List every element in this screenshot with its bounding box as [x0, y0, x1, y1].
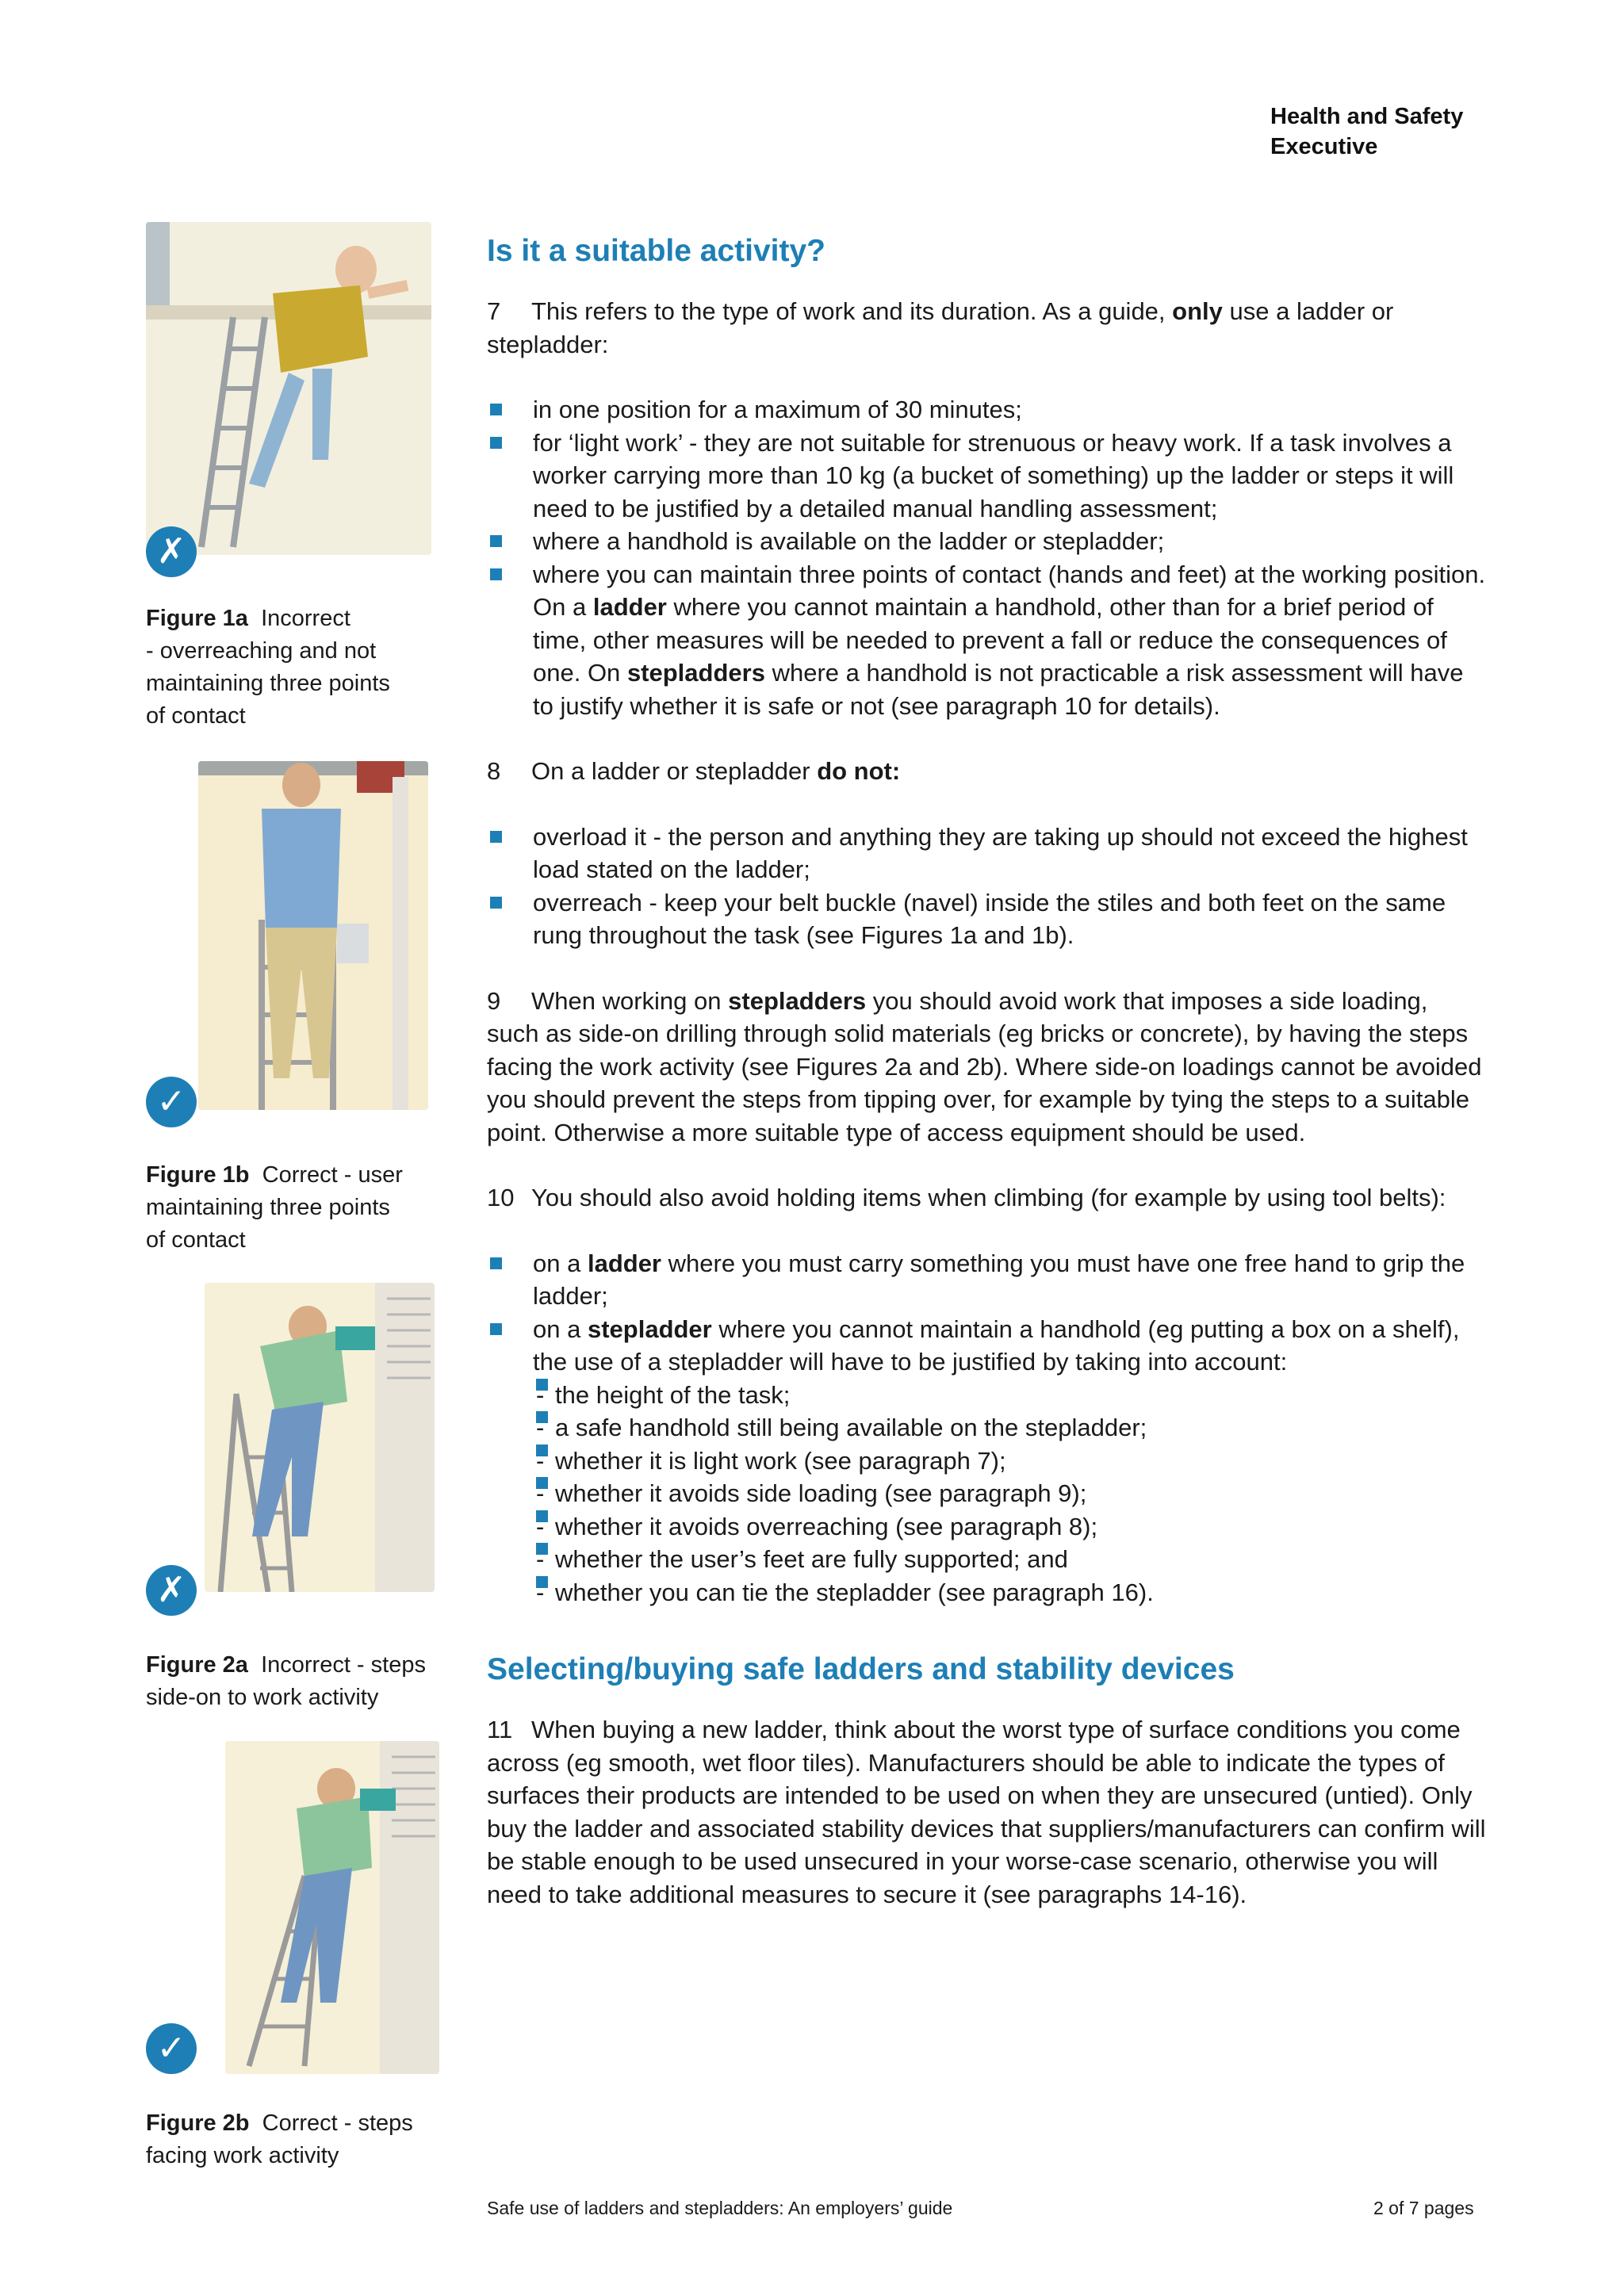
text-run: where you cannot maintain a handhold, other than for a brief period of time, other measures will be needed to prevent a fall or reduce the consequences of one. On	[533, 593, 1447, 687]
figure-2a-caption	[146, 1649, 463, 1714]
figure-1a-line-1: - overreaching and not	[146, 638, 377, 664]
dash-item: - whether it is light work (see paragraph 7);	[533, 1445, 1486, 1478]
section-heading-suitable-activity: Is it a suitable activity?	[487, 234, 825, 268]
figure-1a-caption	[146, 603, 463, 733]
figure-1b-illustration	[198, 761, 428, 1110]
organisation-name	[1270, 101, 1463, 162]
dash-item: - the height of the task;	[533, 1379, 1486, 1412]
bullet-list-8	[487, 821, 1486, 952]
list-item	[487, 1313, 1486, 1609]
list-item: in one position for a maximum of 30 minutes;	[487, 393, 1486, 427]
paragraph-8-emphasis: do not:	[817, 757, 901, 785]
cross-icon: ✗	[146, 526, 197, 577]
dash-item: - whether you can tie the stepladder (see paragraph 16).	[533, 1576, 1486, 1609]
text-run: where you cannot maintain a handhold (eg putting a box on a shelf), the use of a stepladder will have to be justified by taking into account:	[533, 1314, 1460, 1376]
paragraph-9-emphasis: stepladders	[728, 986, 867, 1015]
paragraph-9-text-a: When working on	[531, 986, 722, 1015]
footer-title: Safe use of ladders and stepladders: An employers’ guide	[487, 2198, 953, 2218]
figure-2a-illustration	[205, 1283, 435, 1592]
text-run: where you must carry something you must have one free hand to grip the ladder;	[533, 1249, 1465, 1310]
figure-2b-line-1: facing work activity	[146, 2143, 339, 2168]
figure-1a-text: Incorrect	[261, 606, 350, 631]
paragraph-7-emphasis: only	[1172, 297, 1223, 325]
figure-1b-line-2: of contact	[146, 1227, 246, 1253]
paragraph-11	[487, 1713, 1486, 1911]
figure-2b-caption	[146, 2107, 463, 2172]
cross-icon: ✗	[146, 1565, 197, 1616]
paragraph-number: 8	[487, 757, 501, 785]
paragraph-number: 9	[487, 986, 501, 1015]
check-icon: ✓	[146, 2023, 197, 2074]
list-item	[487, 558, 1486, 723]
org-line-1: Health and Safety	[1270, 104, 1464, 129]
bullet-list-10	[487, 1247, 1486, 1609]
figure-2a-line-1: side-on to work activity	[146, 1685, 379, 1710]
facing-stepladder-drawing	[225, 1741, 439, 2074]
dash-item: - whether the user’s feet are fully supported; and	[533, 1543, 1486, 1576]
dash-item: - whether it avoids side loading (see paragraph 9);	[533, 1477, 1486, 1510]
emphasis-stepladders: stepladders	[626, 659, 765, 687]
paragraph-7-text-c: use a ladder or stepladder:	[487, 297, 1394, 358]
figure-1b-text: Correct - user	[262, 1162, 403, 1188]
org-line-2: Executive	[1270, 134, 1378, 159]
paragraph-number: 11	[487, 1716, 513, 1743]
bullet-list-7	[487, 393, 1486, 722]
text-run: where a handhold is not practicable a risk assessment will have to justify whether it is safe or not (see paragraph 10 for details).	[533, 659, 1464, 720]
figure-2b-label: Figure 2b	[146, 2110, 250, 2136]
main-content	[487, 232, 1486, 1911]
figure-1b-line-1: maintaining three points	[146, 1195, 390, 1220]
side-on-stepladder-drawing	[205, 1283, 435, 1592]
figure-1a-illustration	[146, 222, 431, 555]
text-run: on a	[533, 1249, 581, 1277]
figure-2a-text: Incorrect - steps	[261, 1652, 426, 1678]
dash-item: - whether it avoids overreaching (see paragraph 8);	[533, 1510, 1486, 1544]
paragraph-10	[487, 1181, 1486, 1215]
emphasis-ladder: ladder	[592, 593, 667, 621]
paragraph-8	[487, 755, 1486, 788]
list-item: overload it - the person and anything they are taking up should not exceed the highest load stated on the ladder;	[487, 821, 1486, 886]
emphasis-stepladder: stepladder	[587, 1314, 712, 1343]
dash-item: - a safe handhold still being available on the stepladder;	[533, 1411, 1486, 1445]
paragraph-number: 10	[487, 1184, 515, 1211]
overreaching-ladder-drawing	[146, 222, 431, 555]
paragraph-9-text-c: you should avoid work that imposes a side loading, such as side-on drilling through solid materials (eg bricks or concrete), by having the steps facing the work activity (see Figures 2a and 2b). Where side-on loadings cannot be avoided you should prevent the steps from tipping over, for example by tying the steps to a suitable point. Otherwise a more suitable type of access equipment should be used.	[487, 986, 1482, 1146]
figure-1a-label: Figure 1a	[146, 606, 248, 631]
figure-1a-line-3: of contact	[146, 703, 246, 729]
figure-1b-caption	[146, 1159, 463, 1257]
list-item	[487, 1247, 1486, 1313]
figure-2a-label: Figure 2a	[146, 1652, 248, 1678]
paragraph-11-text: When buying a new ladder, think about the worst type of surface conditions you come across (eg smooth, wet floor tiles). Manufacturers should be able to indicate the types of surfaces their products are intended to be used on when they are unsecured (untied). Only buy the ladder and associated stability devices that suppliers/manufacturers can confirm will be stable enough to be used unsecured in your worse-case scenario, otherwise you will need to take additional measures to secure it (see paragraphs 14-16).	[487, 1716, 1486, 1908]
paragraph-7	[487, 295, 1486, 361]
section-heading-selecting-ladders: Selecting/buying safe ladders and stability devices	[487, 1652, 1235, 1686]
correct-ladder-drawing	[198, 761, 428, 1110]
paragraph-10-text: You should also avoid holding items when climbing (for example by using tool belts):	[531, 1184, 1446, 1211]
list-item: overreach - keep your belt buckle (navel) inside the stiles and both feet on the same rung throughout the task (see Figures 1a and 1b).	[487, 886, 1486, 952]
footer-page-number: 2 of 7 pages	[1373, 2198, 1474, 2218]
paragraph-8-text: On a ladder or stepladder	[531, 757, 810, 785]
paragraph-number: 7	[487, 297, 501, 325]
text-run: on a	[533, 1314, 581, 1343]
emphasis-ladder: ladder	[587, 1249, 661, 1277]
text-run: where you can maintain three points of contact (hands and feet) at the working position. On a	[533, 560, 1486, 621]
figure-1a-line-2: maintaining three points	[146, 671, 390, 696]
figure-2b-text: Correct - steps	[262, 2110, 413, 2136]
list-item: for ‘light work’ - they are not suitable for strenuous or heavy work. If a task involves a worker carrying more than 10 kg (a bucket of something) up the ladder or steps it will need to be justified by a detailed manual handling assessment;	[487, 427, 1486, 526]
figure-1b-label: Figure 1b	[146, 1162, 250, 1188]
paragraph-9	[487, 985, 1486, 1150]
figure-2b-illustration	[225, 1741, 439, 2074]
check-icon: ✓	[146, 1077, 197, 1127]
paragraph-7-text-a: This refers to the type of work and its duration. As a guide,	[531, 297, 1166, 325]
list-item: where a handhold is available on the ladder or stepladder;	[487, 525, 1486, 558]
dash-list	[533, 1379, 1486, 1609]
